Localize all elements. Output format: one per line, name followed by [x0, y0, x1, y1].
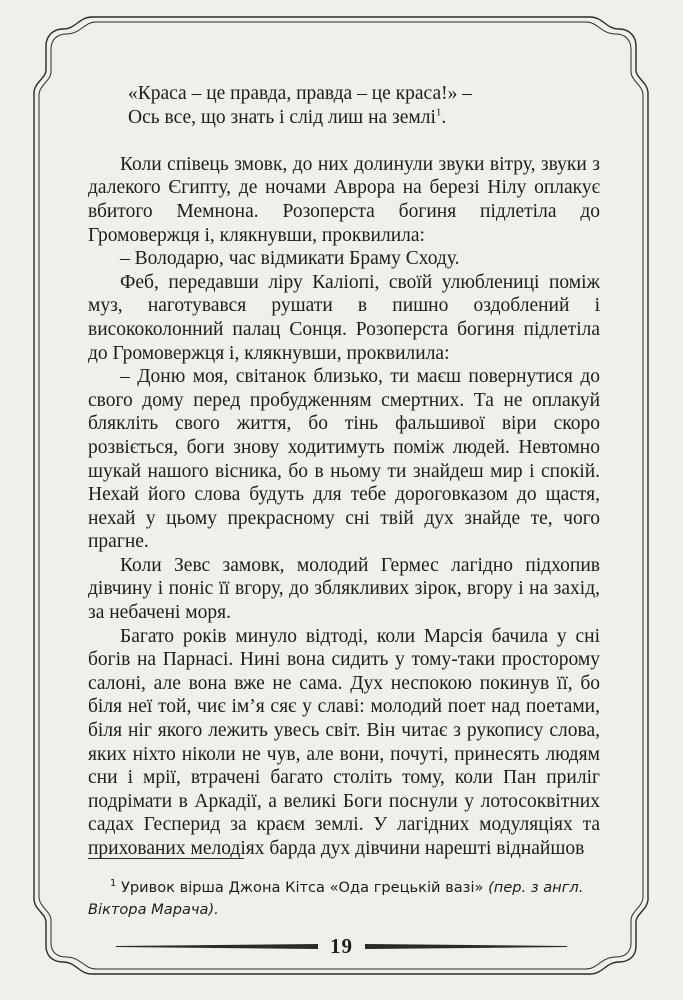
footnote-marker: 1 [110, 878, 117, 890]
paragraph: – Володарю, час відмикати Браму Сходу. [120, 248, 460, 270]
epigraph [88, 82, 600, 129]
footnote-divider [88, 858, 244, 859]
footnote-text: Уривок вірша Джона Кітса «Ода грецькій вазі» [121, 879, 484, 896]
footnote-translation-credit: (пер. з англ. Віктора Марача). [88, 879, 584, 918]
paragraph: Коли співець змовк, до них долинули звуки вітру, звуки з далекого Єгипту, де ночами Аврора на березі Нілу оплакує вбитого Мемнона. Розоперста богиня підлетіла до Громовержця і, клякнувши, проквилила: [88, 153, 600, 246]
footnote-reference: 1 [435, 106, 442, 119]
paragraph: Багато років минуло відтоді, коли Марсія бачила у сні богів на Парнасі. Нині вона сидить у тому-таки просторому салоні, але вона вже не сама. Дух неспокою покинув її, бо біля неї той, чиє ім’я сяє у славі: молодий поет над поетами, біля ніг якого лежить увесь світ. Він читає з рукопису слова, яких ніхто ніколи не чув, але вони, почуті, принесять людям сни і мрії, втрачені багато століть тому, коли Пан приліг подрімати в Аркадії, а великі Боги поснули у лотосоквітних садах Гесперид за краєм землі. У лагідних модуляціях та прихованих мелодіях барда дух дівчини нарешті віднайшов [88, 625, 600, 859]
footnote [88, 877, 608, 921]
paragraph: Феб, передавши ліру Каліопі, своїй улюблениці поміж муз, наготувався рушати в пишно оздоблений і висококолонний палац Сонця. Розоперста богиня підлетіла до Громовержця і, клякнувши, проквилила: [88, 271, 600, 364]
epigraph-line-2: Ось все, що знать і слід лиш на землі$^1$. [128, 106, 447, 128]
page-number: 19 [330, 934, 353, 958]
paragraph: Коли Зевс замовк, молодий Гермес лагідно підхопив дівчину і поніс її вгору, до зблякливих зірок, вгору і на захід, за небачені моря. [88, 554, 600, 624]
paragraph: – Доню моя, світанок близько, ти маєш повернутися до свого дому перед пробудженням смертних. Та не оплакуй блякліть свого життя, бо тінь фальшивої віри скоро розвіється, боги знову ходитимуть поміж людей. Невтомно шукай нашого вісника, бо в ньому ти знайдеш мир і спокій. Нехай його слова будуть для тебе дороговказом до щастя, нехай у цьому прекрасному сні твій дух знайде те, чого прагне. [88, 366, 600, 553]
epigraph-line-2-text: Ось все, що знать і слід лиш на землі [128, 106, 436, 128]
epigraph-line-1: «Краса – це правда, правда – це краса!» – [128, 83, 472, 104]
page-text [88, 82, 600, 861]
